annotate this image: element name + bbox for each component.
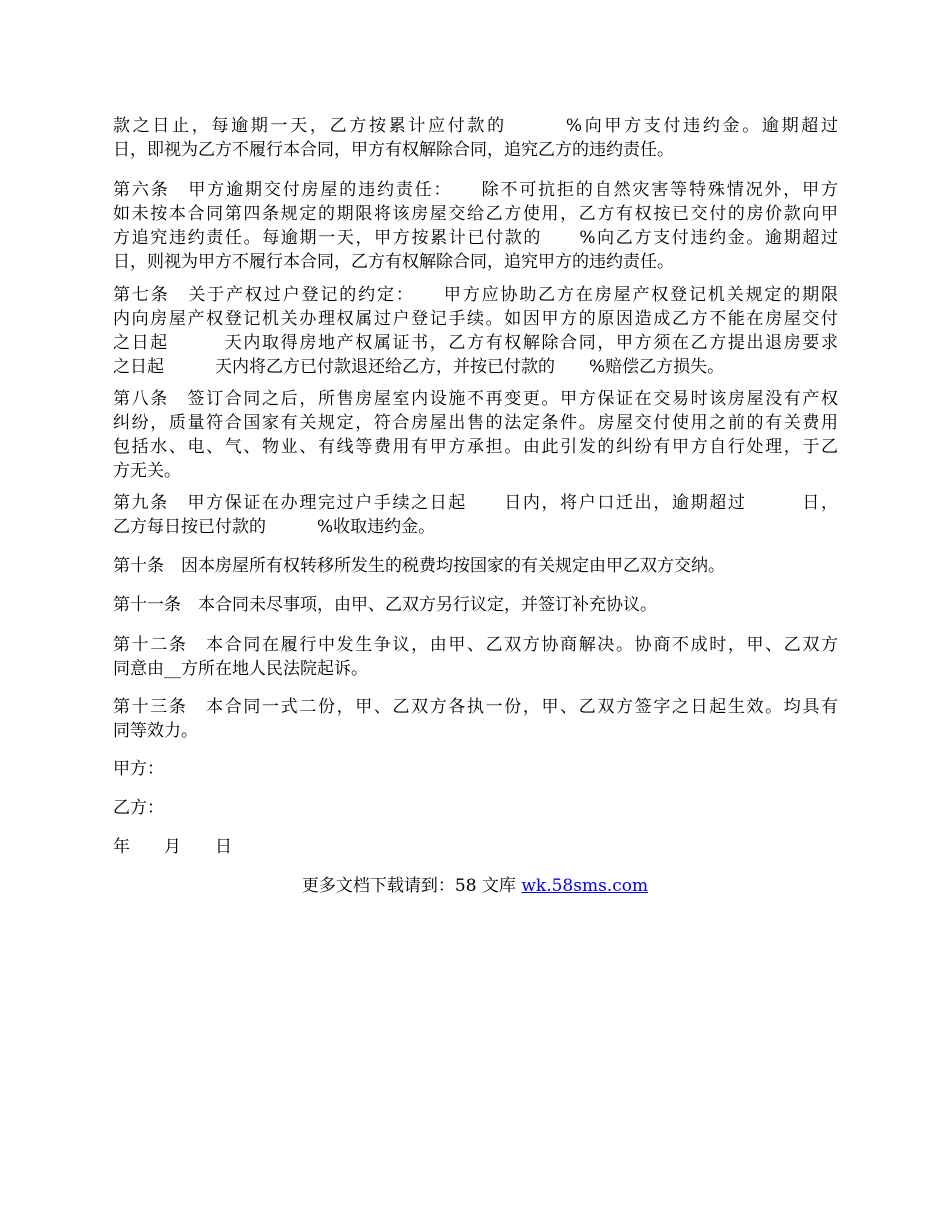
paragraph-article-11 (113, 593, 838, 617)
paragraph-article-7 (113, 283, 838, 379)
text-line: 之日起 天内将乙方已付款退还给乙方，并按已付款的 %赔偿乙方损失。 (113, 357, 725, 377)
text-line: 第十条 因本房屋所有权转移所发生的税费均按国家的有关规定由甲乙双方交纳。 (113, 556, 725, 576)
text-line: 款之日止，每逾期一天，乙方按累计应付款的 %向甲方支付违约金。逾期超过 (113, 116, 838, 136)
paragraph-penalty-buyer-cont (113, 114, 838, 162)
text-line: 如未按本合同第四条规定的期限将该房屋交给乙方使用，乙方有权按已交付的房价款向甲 (113, 204, 838, 224)
text-line: 之日起 天内取得房地产权属证书，乙方有权解除合同，甲方须在乙方提出退房要求 (113, 333, 838, 353)
signature-party-a: 甲方： (113, 759, 164, 779)
text-line: 日，即视为乙方不履行本合同，甲方有权解除合同，追究乙方的违约责任。 (113, 140, 674, 160)
text-line: 纠纷，质量符合国家有关规定，符合房屋出售的法定条件。房屋交付使用之前的有关费用 (113, 413, 838, 433)
text-line: 内向房屋产权登记机关办理权属过户登记手续。如因甲方的原因造成乙方不能在房屋交付 (113, 309, 838, 329)
text-line: 第八条 签订合同之后，所售房屋室内设施不再变更。甲方保证在交易时该房屋没有产权 (113, 389, 838, 409)
text-line: 第六条 甲方逾期交付房屋的违约责任： 除不可抗拒的自然灾害等特殊情况外，甲方 (113, 180, 838, 200)
footer-link[interactable]: wk.58sms.com (521, 876, 649, 896)
signature-party-b: 乙方： (113, 798, 164, 818)
text-line: 同意由__方所在地人民法院起诉。 (113, 659, 368, 679)
paragraph-article-8 (113, 387, 838, 483)
text-line: 乙方每日按已付款的 %收取违约金。 (113, 517, 436, 537)
download-footer (0, 874, 950, 898)
paragraph-article-10 (113, 554, 838, 578)
paragraph-article-12 (113, 633, 838, 681)
footer-text: 更多文档下载请到：58 文库 (301, 876, 522, 896)
paragraph-article-9 (113, 491, 838, 539)
text-line: 第十一条 本合同未尽事项，由甲、乙双方另行议定，并签订补充协议。 (113, 595, 657, 615)
text-line: 第十二条 本合同在履行中发生争议，由甲、乙双方协商解决。协商不成时，甲、乙双方 (113, 635, 838, 655)
text-line: 方追究违约责任。每逾期一天，甲方按累计已付款的 %向乙方支付违约金。逾期超过 (113, 228, 838, 248)
text-line: 第九条 甲方保证在办理完过户手续之日起 日内，将户口迁出，逾期超过 日， (113, 493, 838, 513)
text-line: 包括水、电、气、物业、有线等费用有甲方承担。由此引发的纠纷有甲方自行处理，于乙 (113, 437, 838, 457)
text-line: 第十三条 本合同一式二份，甲、乙双方各执一份，甲、乙双方签字之日起生效。均具有 (113, 697, 838, 717)
text-line: 方无关。 (113, 461, 181, 481)
paragraph-article-6 (113, 178, 838, 274)
signature-date: 年 月 日 (113, 837, 232, 857)
text-line: 同等效力。 (113, 721, 198, 741)
text-line: 第七条 关于产权过户登记的约定： 甲方应协助乙方在房屋产权登记机关规定的期限 (113, 285, 838, 305)
paragraph-article-13 (113, 695, 838, 743)
text-line: 日，则视为甲方不履行本合同，乙方有权解除合同，追究甲方的违约责任。 (113, 252, 674, 272)
